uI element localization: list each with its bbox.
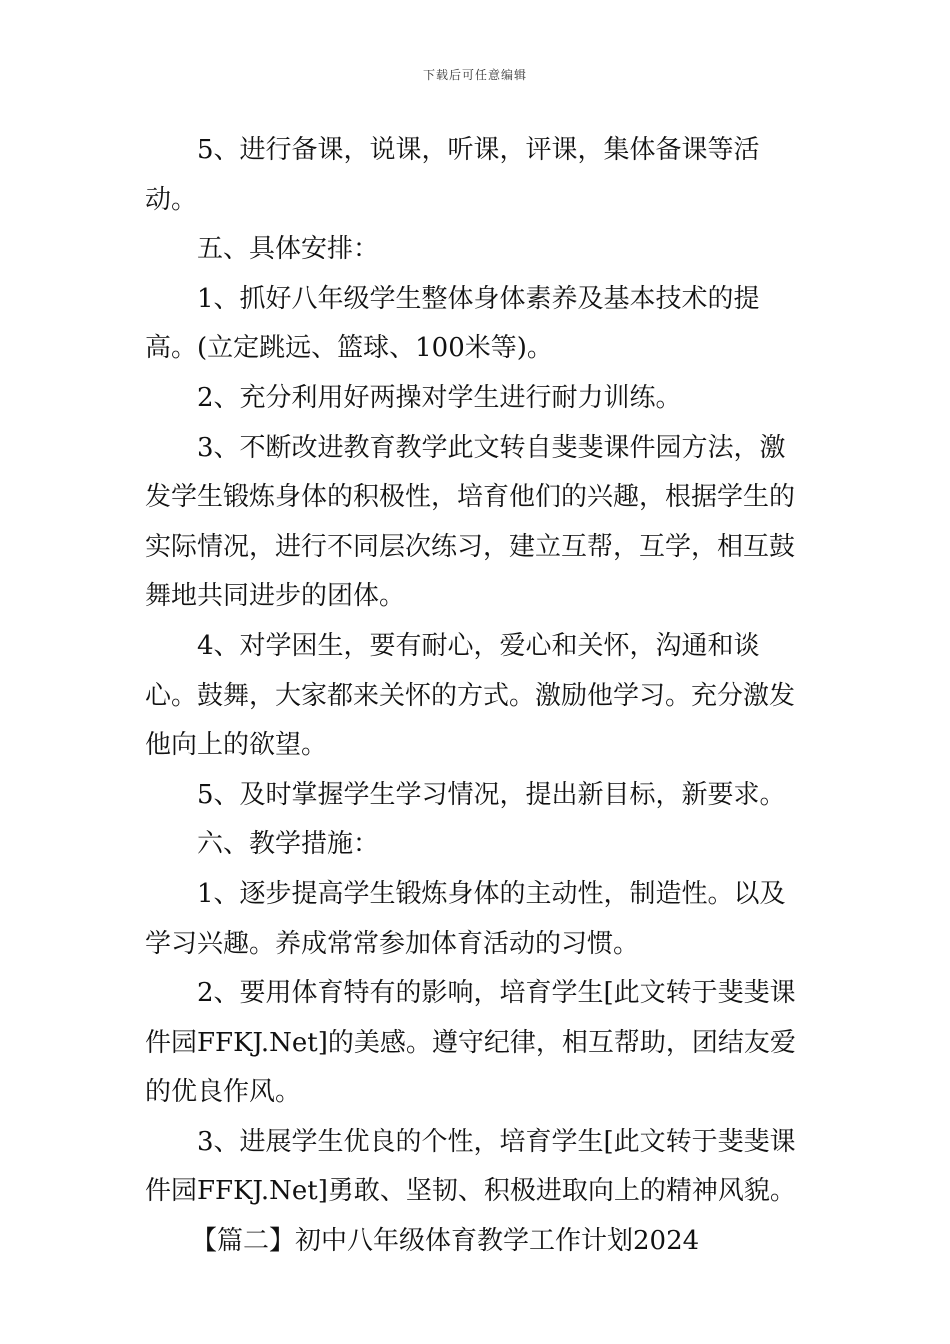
paragraph-measure-2: 2、要用体育特有的影响，培育学生[此文转于斐斐课件园FFKJ.Net]的美感。遵守纪律，相互帮助，团结友爱的优良作风。 [145,978,796,1108]
section-heading-part-two: 【篇二】初中八年级体育教学工作计划2024 [191,1226,700,1257]
paragraph-arrangement-5: 5、及时掌握学生学习情况，提出新目标，新要求。 [197,779,786,810]
section-heading-specific-arrangements: 五、具体安排： [197,234,380,265]
paragraph-arrangement-2: 2、充分利用好两操对学生进行耐力训练。 [197,382,682,413]
paragraph-measure-3: 3、进展学生优良的个性，培育学生[此文转于斐斐课件园FFKJ.Net]勇敢、坚韧、积极进取向上的精神风貌。 [145,1126,796,1207]
header-note: 下载后可任意编辑 [422,68,527,82]
paragraph-arrangement-1: 1、抓好八年级学生整体身体素养及基本技术的提高。(立定跳远、篮球、100米等)。 [145,283,760,364]
paragraph-arrangement-3: 3、不断改进教育教学此文转自斐斐课件园方法，激发学生锻炼身体的积极性，培育他们的兴趣，根据学生的实际情况，进行不同层次练习，建立互帮，互学，相互鼓舞地共同进步的团体。 [145,432,796,612]
paragraph-measure-1: 1、逐步提高学生锻炼身体的主动性，制造性。以及学习兴趣。养成常常参加体育活动的习惯。 [145,878,786,959]
section-heading-teaching-measures: 六、教学措施： [197,829,380,860]
paragraph-arrangement-4: 4、对学困生，要有耐心，爱心和关怀，沟通和谈心。鼓舞，大家都来关怀的方式。激励他学习。充分激发他向上的欲望。 [145,630,796,761]
paragraph-preparation-activities: 5、进行备课，说课，听课，评课，集体备课等活动。 [145,135,760,215]
document-body [145,126,810,1267]
